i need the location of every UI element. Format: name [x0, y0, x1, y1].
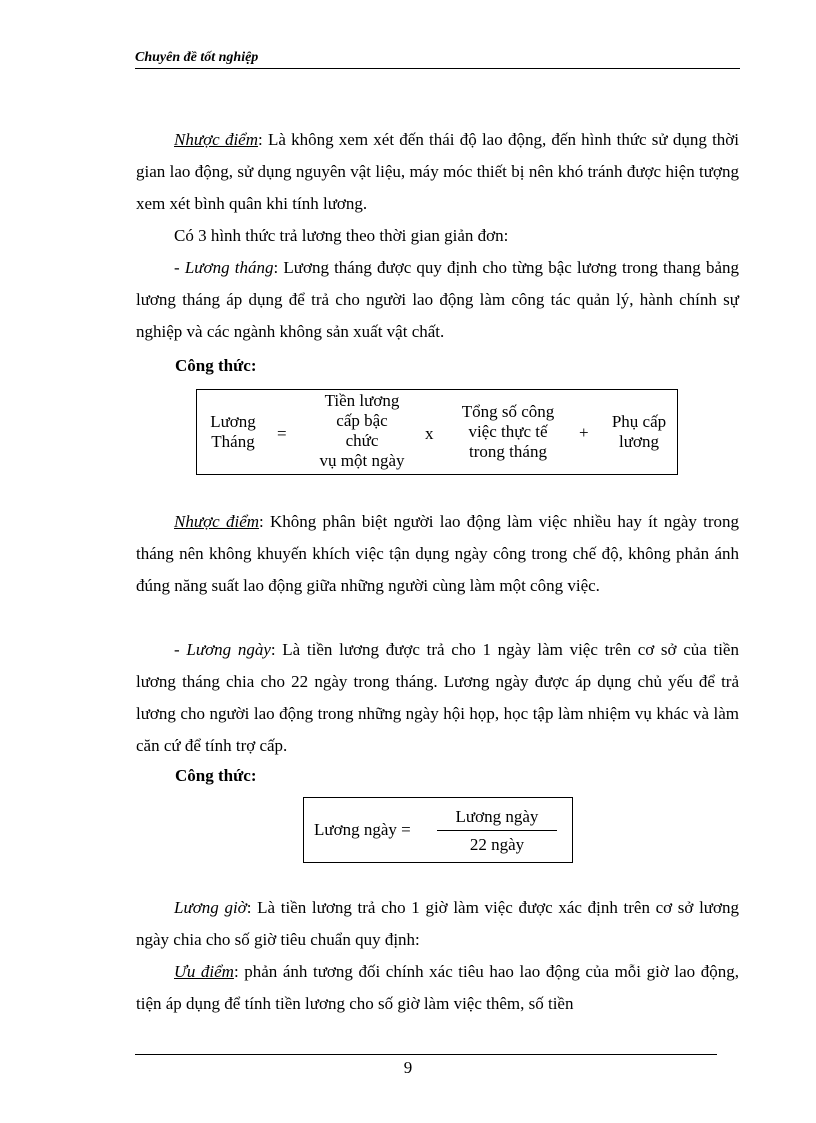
term-advantage: Ưu điểm — [174, 962, 234, 981]
paragraph-text: : Lương tháng được quy định cho từng bậc lương trong thang bảng lương tháng áp dụng để trả cho người lao động làm công tác quản lý, hành chính sự nghiệp và các ngành không sản xuất vật chất. — [136, 258, 739, 341]
formula-box-monthly-wage — [196, 389, 678, 475]
paragraph-text: : phản ánh tương đối chính xác tiêu hao lao động của mỗi giờ lao động, tiện áp dụng để tính tiền lương cho số giờ làm việc thêm, số tiền — [136, 962, 739, 1013]
dash-prefix: - — [174, 258, 185, 277]
term-disadvantage: Nhược điểm — [174, 130, 258, 149]
formula-lhs-line: Lương — [210, 412, 256, 431]
formula-term-allowance — [603, 412, 675, 452]
fraction-numerator: Lương ngày — [455, 807, 539, 826]
paragraph-text: : Không phân biệt người lao động làm việc nhiều hay ít ngày trong tháng nên không khuyến khích việc tận dụng ngày công trong chế độ, không phản ánh đúng năng suất lao động giữa những người cùng làm một công việc. — [136, 512, 739, 595]
dash-prefix: - — [174, 640, 187, 659]
paragraph-daily-wage — [136, 634, 739, 762]
formula-lhs-line: Tháng — [211, 432, 255, 451]
formula-box-daily-wage — [303, 797, 573, 863]
multiply-sign: x — [425, 424, 434, 443]
paragraph-text: : Là tiền lương được trả cho 1 ngày làm việc trên cơ sở của tiền lương tháng chia cho 22 ngày trong tháng. Lương ngày được áp dụng chủ yếu để trả lương cho người lao động trong những ngày hội họp, học tập làm nhiệm vụ khác và làm căn cứ để tính trợ cấp. — [136, 640, 739, 755]
paragraph-text: : Là không xem xét đến thái độ lao động, đến hình thức sử dụng thời gian lao động, sử dụng nguyên vật liệu, máy móc thiết bị nên khó tránh được hiện tượng xem xét bình quân khi tính lương. — [136, 130, 739, 213]
paragraph-hourly-wage — [136, 892, 739, 956]
formula-term-line: chức — [345, 431, 379, 450]
page-number: 9 — [403, 1058, 413, 1077]
footer-rule — [135, 1054, 717, 1055]
term-monthly-wage: Lương tháng — [184, 258, 274, 277]
formula-term-line: trong tháng — [469, 442, 547, 461]
formula-term-line: vụ một ngày — [319, 451, 405, 470]
paragraph-text: Có 3 hình thức trả lương theo thời gian giản đơn: — [174, 226, 509, 245]
term-hourly-wage: Lương giờ — [174, 898, 247, 917]
formula-lhs: Lương ngày = — [314, 820, 411, 839]
term-disadvantage: Nhược điểm — [174, 512, 260, 531]
header-title: Chuyên đề tốt nghiệp — [135, 50, 259, 65]
paragraph-intro-forms — [136, 220, 739, 252]
paragraph-advantage — [136, 956, 739, 1020]
paragraph-monthly-wage — [136, 252, 739, 348]
equals-sign: = — [277, 424, 287, 443]
formula-term-line: cấp bậc — [336, 411, 388, 430]
formula-label: Công thức: — [175, 766, 257, 785]
formula-term-line: lương — [619, 432, 659, 451]
paragraph-text: : Là tiền lương trả cho 1 giờ làm việc được xác định trên cơ sở lương ngày chia cho số giờ tiêu chuẩn quy định: — [136, 898, 739, 949]
plus-sign: + — [579, 423, 589, 442]
term-daily-wage: Lương ngày — [186, 640, 271, 659]
paragraph-disadvantage-2 — [136, 506, 739, 602]
formula-term-line: Tổng số công — [461, 402, 555, 421]
formula-term-daily-base-wage — [307, 391, 417, 471]
fraction-denominator: 22 ngày — [469, 835, 525, 854]
formula-term-line: Phụ cấp — [611, 412, 667, 431]
formula-term-line: Tiền lương — [324, 391, 400, 410]
formula-label: Công thức: — [175, 356, 257, 375]
page-header — [135, 50, 740, 69]
fraction-bar — [437, 830, 557, 831]
paragraph-disadvantage-1 — [136, 124, 739, 220]
formula-term-actual-workdays — [449, 402, 567, 462]
formula-term-line: việc thực tế — [468, 422, 548, 441]
formula-lhs — [201, 412, 265, 452]
